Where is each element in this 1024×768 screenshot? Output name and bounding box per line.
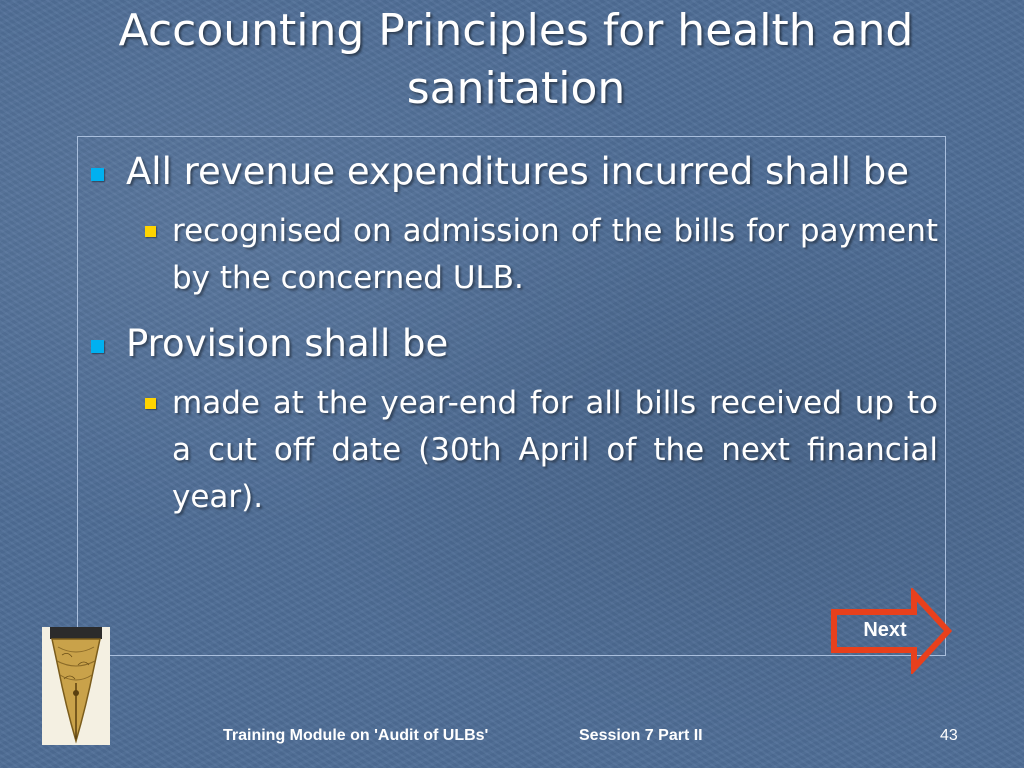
footer-page-number: 43 [940, 727, 958, 744]
bullet-item [88, 146, 938, 198]
sub-bullet-text: recognised on admission of the bills for payment by the concerned ULB. [172, 213, 938, 296]
sub-bullet-square-icon [145, 398, 156, 409]
footer-session: Session 7 Part II [579, 727, 703, 744]
bullet-text: Provision shall be [126, 322, 449, 365]
bullet-text: All revenue expenditures incurred shall be [126, 150, 909, 193]
next-button-label: Next [863, 619, 907, 641]
footer-module-title: Training Module on 'Audit of ULBs' [223, 727, 489, 744]
sub-bullet-item [88, 208, 938, 302]
next-button[interactable] [830, 588, 952, 674]
bullet-square-icon [91, 168, 104, 181]
bullet-item [88, 318, 938, 370]
fountain-pen-nib-logo [42, 627, 110, 745]
sub-bullet-text: made at the year-end for all bills received up to a cut off date (30th April of the next financial year). [172, 385, 938, 515]
bullet-list [88, 146, 938, 521]
sub-bullet-square-icon [145, 226, 156, 237]
slide-title: Accounting Principles for health and sanitation [118, 5, 914, 114]
bullet-square-icon [91, 340, 104, 353]
sub-bullet-item [88, 380, 938, 521]
